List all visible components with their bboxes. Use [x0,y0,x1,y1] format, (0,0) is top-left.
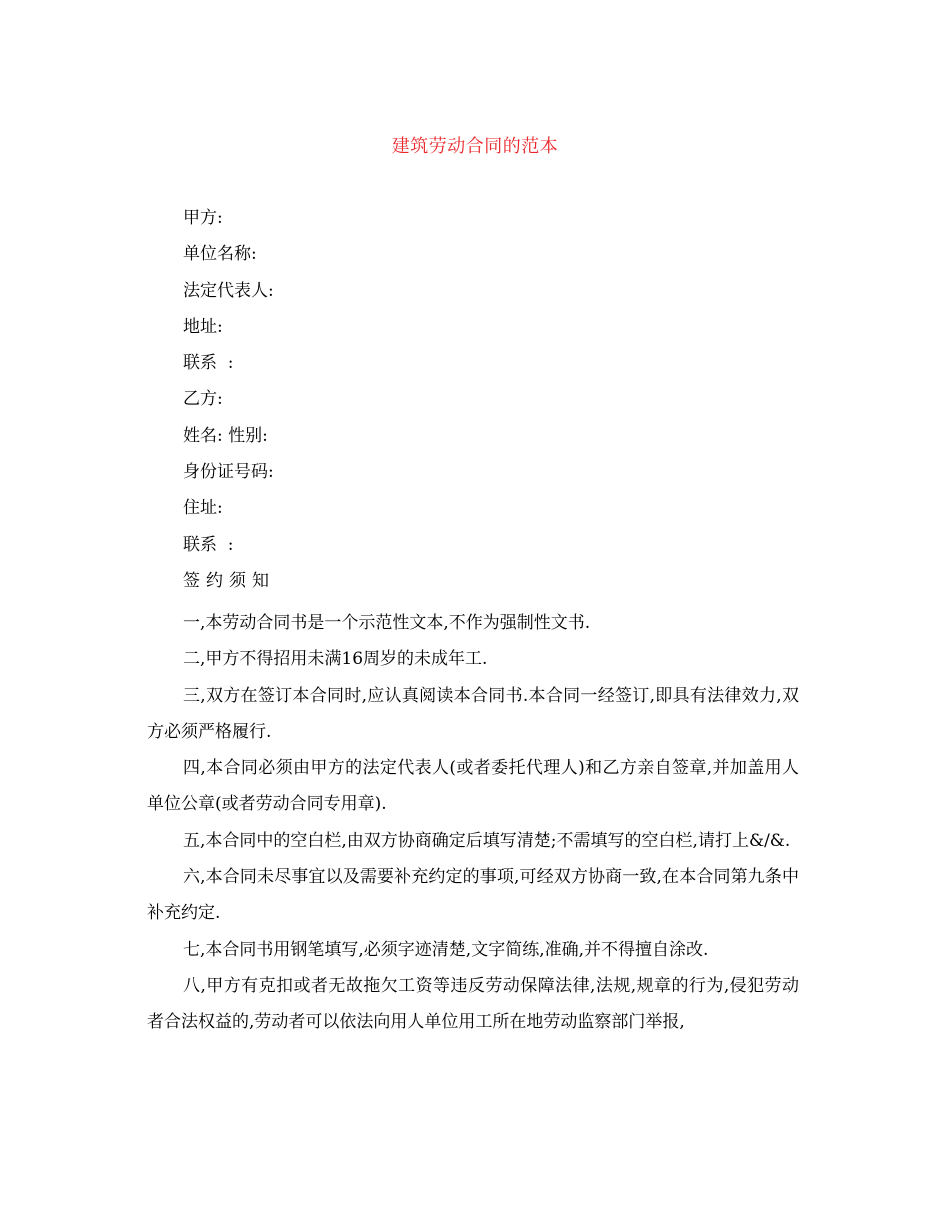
notice-clauses [147,605,799,1041]
clause-item: 六,本合同未尽事宜以及需要补充约定的事项,可经双方协商一致,在本合同第九条中补充约定. [147,867,799,924]
clause-item: 一,本劳动合同书是一个示范性文本,不作为强制性文书. [183,613,591,633]
party-b-contact-field: 联系 : [183,534,234,555]
party-a-label: 甲方: [183,208,223,228]
id-number-field: 身份证号码: [183,462,274,483]
unit-name-field: 单位名称: [183,244,257,265]
name-gender-field: 姓名: 性别: [183,425,268,446]
party-b-label: 乙方: [183,389,223,410]
signing-notice-heading: 签约须知 [183,570,275,591]
party-info-section [183,206,783,605]
document-title: 建筑劳动合同的范本 [391,136,559,157]
clause-item: 七,本合同书用钢笔填写,必须字迹清楚,文字简练,准确,并不得擅自涂改. [183,939,709,960]
legal-representative-field: 法定代表人: [183,280,274,301]
party-b-residence-field: 住址: [183,498,223,519]
party-a-address-field: 地址: [183,316,223,337]
clause-item: 四,本合同必须由甲方的法定代表人(或者委托代理人)和乙方亲自签章,并加盖用人单位公章(或者劳动合同专用章). [147,758,799,815]
clause-item: 三,双方在签订本合同时,应认真阅读本合同书.本合同一经签订,即具有法律效力,双方必须严格履行. [147,685,799,742]
clause-item: 八,甲方有克扣或者无故拖欠工资等违反劳动保障法律,法规,规章的行为,侵犯劳动者合法权益的,劳动者可以依法向用人单位用工所在地劳动监察部门举报, [147,975,799,1033]
clause-item: 五,本合同中的空白栏,由双方协商确定后填写清楚;不需填写的空白栏,请打上&/&. [183,830,791,851]
clause-item: 二,甲方不得招用未满16周岁的未成年工. [183,649,488,670]
party-a-contact-field: 联系 : [183,353,234,374]
